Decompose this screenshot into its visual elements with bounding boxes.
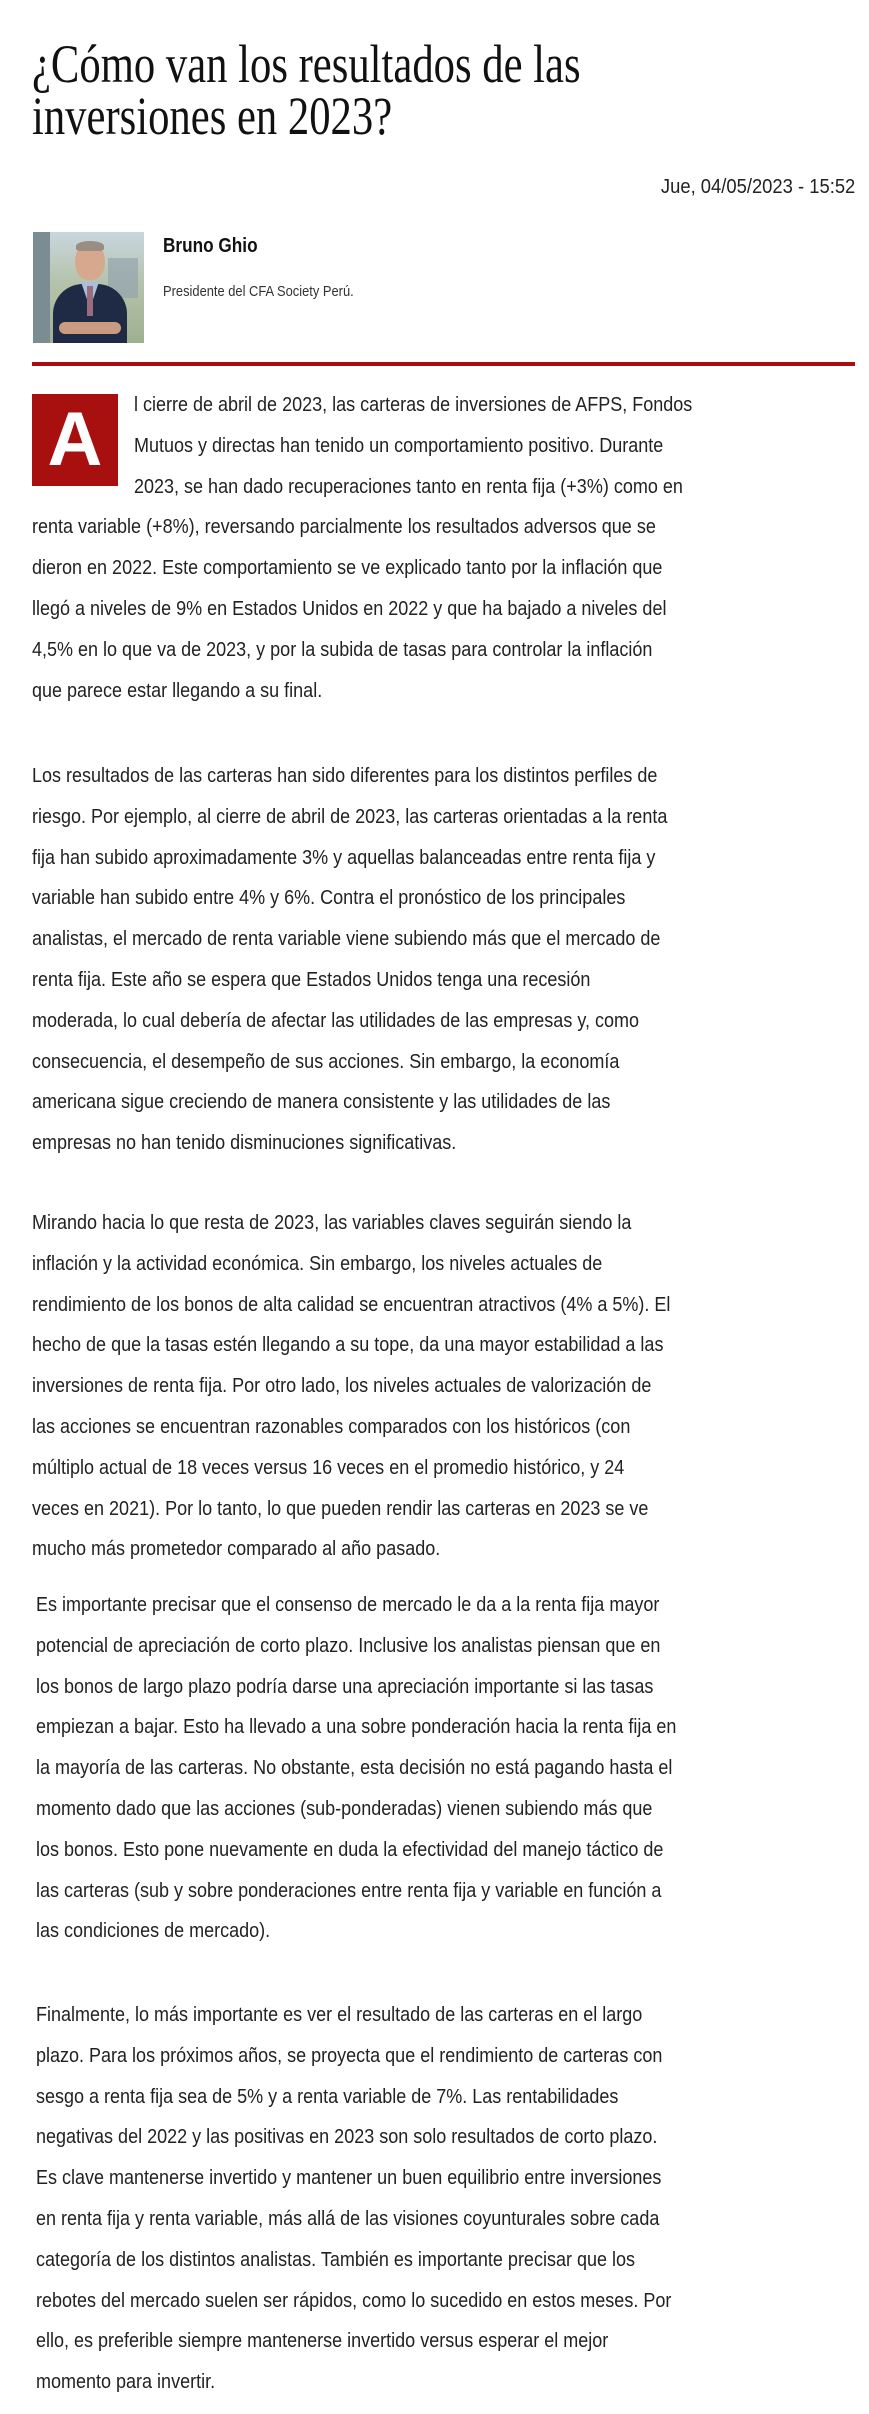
paragraph-line: inflación y la actividad económica. Sin embargo, los niveles actuales de [32, 1252, 603, 1275]
paragraph-line: que parece estar llegando a su final. [32, 679, 323, 702]
paragraph-line: empresas no han tenido disminuciones significativas. [32, 1132, 457, 1155]
paragraph-line: los bonos. Esto pone nuevamente en duda la efectividad del manejo táctico de [36, 1838, 664, 1861]
paragraph-line: ello, es preferible siempre mantenerse invertido versus esperar el mejor [36, 2330, 609, 2353]
paragraph-line: hecho de que la tasas estén llegando a su tope, da una mayor estabilidad a las [32, 1334, 664, 1357]
article-title-line: ¿Cómo van los resultados de las [32, 34, 581, 94]
paragraph-line: la mayoría de las carteras. No obstante, esta decisión no está pagando hasta el [36, 1757, 673, 1780]
publish-date: Jue, 04/05/2023 - 15:52 [660, 176, 855, 198]
paragraph-line: riesgo. Por ejemplo, al cierre de abril de 2023, las carteras orientadas a la renta [32, 805, 668, 828]
paragraph-line: consecuencia, el desempeño de sus acciones. Sin embargo, la economía [32, 1050, 620, 1073]
section-divider [32, 362, 855, 366]
paragraph-line: momento dado que las acciones (sub-ponderadas) vienen subiendo más que [36, 1797, 653, 1820]
paragraph-line: en renta fija y renta variable, más allá de las visiones coyunturales sobre cada [36, 2207, 660, 2230]
photo-hair [76, 241, 104, 251]
paragraph-line: moderada, lo cual debería de afectar las utilidades de las empresas y, como [32, 1009, 640, 1032]
paragraph-line: renta fija. Este año se espera que Estados Unidos tenga una recesión [32, 968, 591, 991]
paragraph-line: potencial de apreciación de corto plazo. Inclusive los analistas piensan que en [36, 1634, 661, 1657]
paragraph-line: momento para invertir. [36, 2371, 216, 2394]
article-paragraph [32, 756, 738, 1164]
paragraph-line: plazo. Para los próximos años, se proyecta que el rendimiento de carteras con [36, 2044, 663, 2067]
paragraph-line: rebotes del mercado suelen ser rápidos, como lo sucedido en estos meses. Por [36, 2289, 672, 2312]
paragraph-line: Finalmente, lo más importante es ver el resultado de las carteras en el largo [36, 2004, 643, 2026]
paragraph-line: rendimiento de los bonos de alta calidad se encuentran atractivos (4% a 5%). El [32, 1293, 671, 1316]
paragraph-line: 4,5% en lo que va de 2023, y por la subida de tasas para controlar la inflación [32, 638, 653, 661]
paragraph-line: analistas, el mercado de renta variable viene subiendo más que el mercado de [32, 928, 661, 951]
article-paragraph [32, 385, 754, 711]
paragraph-line: las condiciones de mercado). [36, 1920, 271, 1943]
paragraph-line: Los resultados de las carteras han sido diferentes para los distintos perfiles de [32, 765, 658, 787]
paragraph-line: 2023, se han dado recuperaciones tanto en renta fija (+3%) como en [134, 475, 683, 498]
paragraph-line: Mutuos y directas han tenido un comportamiento positivo. Durante [134, 434, 664, 457]
paragraph-line: dieron en 2022. Este comportamiento se ve explicado tanto por la inflación que [32, 557, 663, 580]
article-paragraph [32, 1203, 741, 1570]
paragraph-line: renta variable (+8%), reversando parcialmente los resultados adversos que se [32, 516, 656, 539]
photo-tie [87, 286, 93, 316]
paragraph-line: veces en 2021). Por lo tanto, lo que pueden rendir las carteras en 2023 se ve [32, 1497, 649, 1520]
article-title [32, 34, 822, 146]
photo-window-pillar [33, 232, 50, 343]
author-name[interactable]: Bruno Ghio [163, 235, 258, 257]
author-role: Presidente del CFA Society Perú. [163, 283, 354, 300]
paragraph-line: llegó a niveles de 9% en Estados Unidos en 2022 y que ha bajado a niveles del [32, 597, 667, 620]
paragraph-line: americana sigue creciendo de manera consistente y las utilidades de las [32, 1091, 611, 1114]
paragraph-line: Mirando hacia lo que resta de 2023, las variables claves seguirán siendo la [32, 1212, 632, 1234]
paragraph-line: inversiones de renta fija. Por otro lado, los niveles actuales de valorización de [32, 1375, 652, 1398]
paragraph-line: categoría de los distintos analistas. También es importante precisar que los [36, 2248, 635, 2271]
paragraph-line: múltiplo actual de 18 veces versus 16 veces en el promedio histórico, y 24 [32, 1456, 625, 1479]
paragraph-line: empiezan a bajar. Esto ha llevado a una sobre ponderación hacia la renta fija en [36, 1716, 677, 1739]
paragraph-line: l cierre de abril de 2023, las carteras de inversiones de AFPS, Fondos [134, 394, 693, 416]
paragraph-line: negativas del 2022 y las positivas en 2023 son solo resultados de corto plazo. [36, 2126, 658, 2149]
paragraph-line: Es clave mantenerse invertido y mantener un buen equilibrio entre inversiones [36, 2167, 662, 2190]
paragraph-line: sesgo a renta fija sea de 5% y a renta variable de 7%. Las rentabilidades [36, 2085, 619, 2108]
paragraph-line: las acciones se encuentran razonables comparados con los históricos (con [32, 1415, 631, 1438]
paragraph-line: Es importante precisar que el consenso de mercado le da a la renta fija mayor [36, 1594, 660, 1616]
paragraph-line: los bonos de largo plazo podría darse una apreciación importante si las tasas [36, 1675, 654, 1698]
paragraph-line: las carteras (sub y sobre ponderaciones entre renta fija y variable en función a [36, 1879, 662, 1902]
article-paragraph [36, 1995, 742, 2403]
drop-cap: A [32, 394, 118, 486]
article-paragraph [36, 1585, 748, 1952]
paragraph-line: mucho más prometedor comparado al año pasado. [32, 1538, 441, 1561]
article-title-line: inversiones en 2023? [32, 86, 393, 146]
paragraph-line: variable han subido entre 4% y 6%. Contra el pronóstico de los principales [32, 887, 626, 910]
author-photo [33, 232, 144, 343]
paragraph-line: fija han subido aproximadamente 3% y aquellas balanceadas entre renta fija y [32, 846, 656, 869]
photo-crossed-arms [59, 322, 121, 334]
